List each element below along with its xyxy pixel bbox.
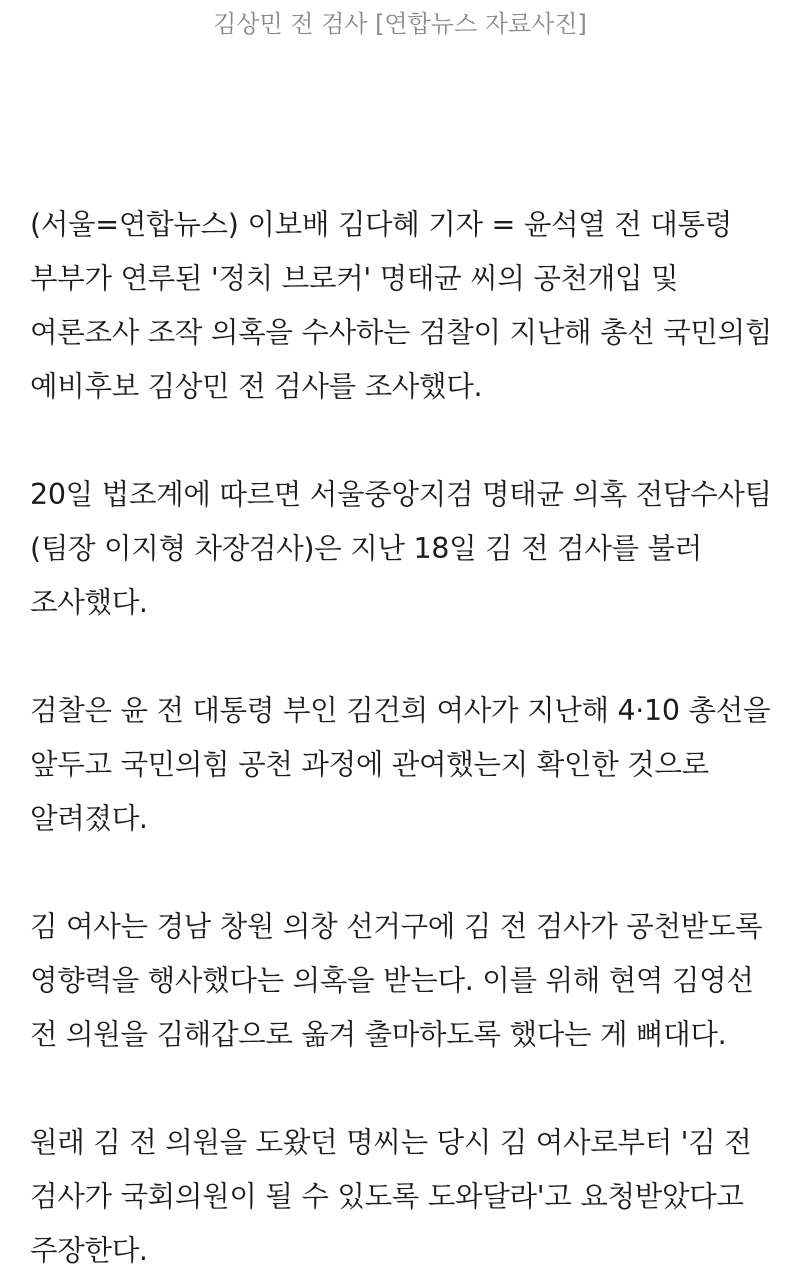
- article-paragraph: 20일 법조계에 따르면 서울중앙지검 명태균 의혹 전담수사팀(팀장 이지형 차장검사)은 지난 18일 김 전 검사를 불러 조사했다.: [30, 478, 772, 619]
- article-paragraph: 검찰은 윤 전 대통령 부인 김건희 여사가 지난해 4·10 총선을 앞두고 국민의힘 공천 과정에 관여했는지 확인한 것으로 알려졌다.: [30, 694, 771, 835]
- article-body: [30, 198, 775, 1278]
- article-paragraph: 원래 김 전 의원을 도왔던 명씨는 당시 김 여사로부터 '김 전 검사가 국회의원이 될 수 있도록 도와달라'고 요청받았다고 주장한다.: [30, 1126, 752, 1267]
- photo-caption: 김상민 전 검사 [연합뉴스 자료사진]: [213, 10, 587, 38]
- article-paragraph: (서울=연합뉴스) 이보배 김다혜 기자 = 윤석열 전 대통령 부부가 연루된 '정치 브로커' 명태균 씨의 공천개입 및 여론조사 조작 의혹을 수사하는 검찰이 지난해 총선 국민의힘 예비후보 김상민 전 검사를 조사했다.: [30, 208, 773, 403]
- article-paragraph: 김 여사는 경남 창원 의창 선거구에 김 전 검사가 공천받도록 영향력을 행사했다는 의혹을 받는다. 이를 위해 현역 김영선 전 의원을 김해갑으로 옮겨 출마하도록 했다는 게 뼈대다.: [30, 910, 763, 1051]
